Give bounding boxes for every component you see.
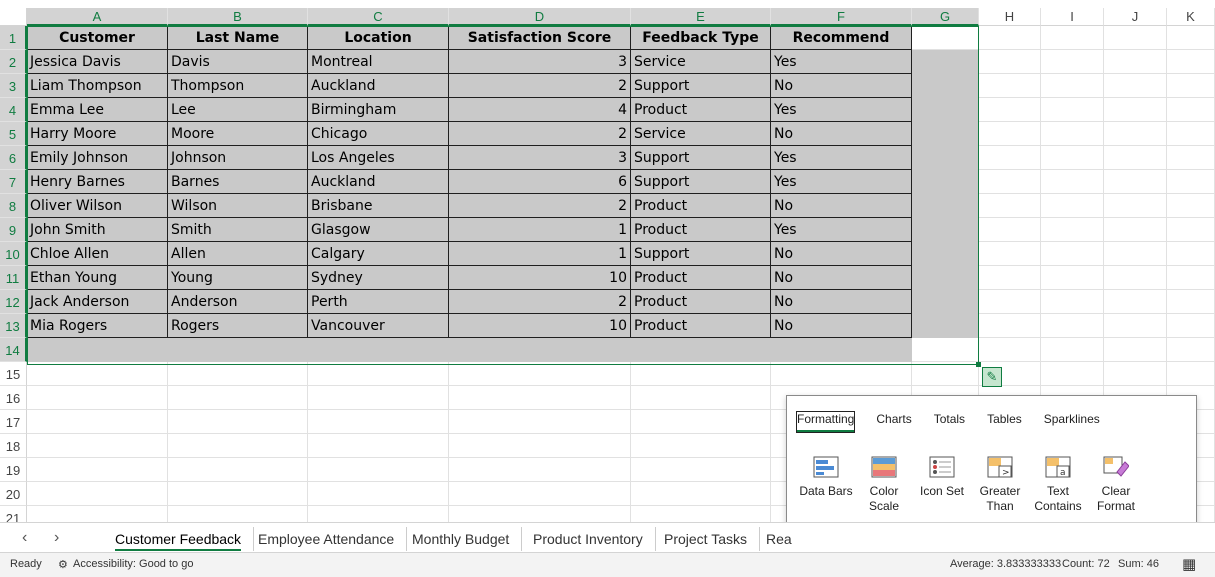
- table-cell[interactable]: Birmingham: [308, 98, 449, 122]
- normal-view-icon[interactable]: ▦: [1182, 556, 1197, 573]
- empty-cell[interactable]: [979, 170, 1041, 194]
- sheet-tab-project-tasks[interactable]: Project Tasks: [652, 527, 760, 551]
- table-cell[interactable]: No: [771, 74, 912, 98]
- empty-cell[interactable]: [27, 362, 168, 386]
- table-cell[interactable]: Product: [631, 98, 771, 122]
- table-cell[interactable]: 6: [449, 170, 631, 194]
- table-cell[interactable]: 2: [449, 290, 631, 314]
- empty-cell[interactable]: [1041, 26, 1104, 50]
- table-cell[interactable]: 2: [449, 122, 631, 146]
- quick-analysis-tabs: [797, 412, 1100, 432]
- table-cell[interactable]: Mia Rogers: [27, 314, 168, 338]
- quick-analysis-button[interactable]: ✎: [982, 367, 1002, 387]
- table-cell[interactable]: Moore: [168, 122, 308, 146]
- empty-cell[interactable]: [1104, 362, 1167, 386]
- table-cell[interactable]: Anderson: [168, 290, 308, 314]
- empty-cell[interactable]: [979, 26, 1041, 50]
- empty-cell[interactable]: [1167, 194, 1215, 218]
- chevron-right-icon[interactable]: ›: [54, 529, 60, 546]
- empty-cell[interactable]: [1104, 290, 1167, 314]
- clear-format-button[interactable]: [1087, 456, 1145, 514]
- empty-cell[interactable]: [979, 74, 1041, 98]
- empty-cell[interactable]: [912, 146, 979, 170]
- table-cell[interactable]: Emma Lee: [27, 98, 168, 122]
- empty-cell[interactable]: [1104, 122, 1167, 146]
- table-cell[interactable]: Support: [631, 170, 771, 194]
- empty-cell[interactable]: [449, 434, 631, 458]
- row-header-10[interactable]: 10: [0, 242, 27, 266]
- table-cell[interactable]: Chicago: [308, 122, 449, 146]
- clear-format-icon: [1103, 456, 1129, 478]
- empty-cell[interactable]: [168, 386, 308, 410]
- empty-cell[interactable]: [1167, 314, 1215, 338]
- color-scale-icon: [871, 456, 897, 478]
- color-scale-button[interactable]: [855, 456, 913, 514]
- tab-totals[interactable]: Totals: [933, 412, 966, 426]
- empty-cell[interactable]: [1167, 146, 1215, 170]
- select-all-corner[interactable]: [0, 8, 27, 26]
- column-header-b[interactable]: B: [168, 8, 308, 26]
- empty-cell[interactable]: [27, 386, 168, 410]
- tool-label-2: Scale: [868, 499, 900, 513]
- empty-cell[interactable]: [1104, 74, 1167, 98]
- empty-cell[interactable]: [1041, 98, 1104, 122]
- empty-cell[interactable]: [1104, 314, 1167, 338]
- empty-cell[interactable]: [1167, 242, 1215, 266]
- header-cell[interactable]: Last Name: [168, 26, 308, 50]
- empty-cell[interactable]: [1041, 170, 1104, 194]
- empty-cell[interactable]: [168, 362, 308, 386]
- empty-cell[interactable]: [1041, 314, 1104, 338]
- table-cell[interactable]: Support: [631, 74, 771, 98]
- svg-text:a: a: [1060, 468, 1066, 478]
- accessibility-status[interactable]: Accessibility: Good to go: [73, 558, 194, 570]
- sheet-tab-employee-attendance[interactable]: Employee Attendance: [246, 527, 407, 551]
- table-cell[interactable]: Rogers: [168, 314, 308, 338]
- table-cell[interactable]: Montreal: [308, 50, 449, 74]
- table-cell[interactable]: Oliver Wilson: [27, 194, 168, 218]
- table-cell[interactable]: Product: [631, 194, 771, 218]
- table-cell[interactable]: Henry Barnes: [27, 170, 168, 194]
- svg-text:>: >: [1002, 468, 1010, 478]
- empty-cell[interactable]: [912, 50, 979, 74]
- empty-cell[interactable]: [912, 338, 979, 362]
- table-cell[interactable]: Yes: [771, 98, 912, 122]
- column-header-i[interactable]: I: [1041, 8, 1104, 26]
- tab-formatting[interactable]: Formatting: [797, 412, 854, 432]
- empty-cell[interactable]: [449, 458, 631, 482]
- table-cell[interactable]: Support: [631, 146, 771, 170]
- sheet-tab-bar: [0, 522, 1215, 553]
- empty-cell[interactable]: [449, 338, 631, 362]
- table-cell[interactable]: Product: [631, 290, 771, 314]
- tool-label: Data Bars: [799, 484, 853, 498]
- table-cell[interactable]: 2: [449, 74, 631, 98]
- tool-label-2: Than: [986, 499, 1014, 513]
- empty-cell[interactable]: [1167, 74, 1215, 98]
- empty-cell[interactable]: [449, 362, 631, 386]
- empty-cell[interactable]: [308, 338, 449, 362]
- row-header-13[interactable]: 13: [0, 314, 27, 338]
- column-header-g[interactable]: G: [912, 8, 979, 26]
- empty-cell[interactable]: [1167, 50, 1215, 74]
- empty-cell[interactable]: [631, 482, 771, 506]
- tool-label-2: Contains: [1034, 499, 1082, 513]
- empty-cell[interactable]: [1041, 122, 1104, 146]
- empty-cell[interactable]: [912, 26, 979, 50]
- greater-than-button[interactable]: [971, 456, 1029, 514]
- table-cell[interactable]: Smith: [168, 218, 308, 242]
- empty-cell[interactable]: [1041, 146, 1104, 170]
- table-cell[interactable]: No: [771, 122, 912, 146]
- table-cell[interactable]: Yes: [771, 146, 912, 170]
- empty-cell[interactable]: [1104, 170, 1167, 194]
- empty-cell[interactable]: [979, 218, 1041, 242]
- empty-cell[interactable]: [168, 434, 308, 458]
- empty-cell[interactable]: [979, 242, 1041, 266]
- row-header-2[interactable]: 2: [0, 50, 27, 74]
- table-cell[interactable]: Liam Thompson: [27, 74, 168, 98]
- tool-label-2: Format: [1096, 499, 1135, 513]
- header-cell[interactable]: Location: [308, 26, 449, 50]
- row-header-15[interactable]: 15: [0, 362, 27, 386]
- fill-handle[interactable]: [976, 362, 981, 367]
- empty-cell[interactable]: [771, 362, 912, 386]
- table-cell[interactable]: Service: [631, 122, 771, 146]
- table-cell[interactable]: Los Angeles: [308, 146, 449, 170]
- sheet-tab-product-inventory[interactable]: Product Inventory: [521, 527, 656, 551]
- table-cell[interactable]: Wilson: [168, 194, 308, 218]
- empty-cell[interactable]: [1041, 218, 1104, 242]
- column-header-j[interactable]: J: [1104, 8, 1167, 26]
- table-cell[interactable]: 10: [449, 314, 631, 338]
- data-bars-button[interactable]: [797, 456, 855, 514]
- column-header-a[interactable]: A: [27, 8, 168, 26]
- empty-cell[interactable]: [979, 314, 1041, 338]
- empty-cell[interactable]: [979, 98, 1041, 122]
- table-cell[interactable]: 3: [449, 146, 631, 170]
- table-cell[interactable]: 3: [449, 50, 631, 74]
- empty-cell[interactable]: [308, 386, 449, 410]
- table-cell[interactable]: Service: [631, 50, 771, 74]
- tool-label: Color: [869, 484, 899, 498]
- table-cell[interactable]: 1: [449, 242, 631, 266]
- sheet-tab-customer-feedback[interactable]: Customer Feedback: [103, 527, 254, 551]
- row-header-14[interactable]: 14: [0, 338, 27, 362]
- table-cell[interactable]: No: [771, 314, 912, 338]
- table-cell[interactable]: Yes: [771, 50, 912, 74]
- tool-label: Icon Set: [919, 484, 965, 498]
- empty-cell[interactable]: [912, 122, 979, 146]
- tool-label: Clear: [1101, 484, 1131, 498]
- table-cell[interactable]: Chloe Allen: [27, 242, 168, 266]
- table-cell[interactable]: No: [771, 194, 912, 218]
- empty-cell[interactable]: [1104, 266, 1167, 290]
- status-count[interactable]: Count: 72: [1062, 558, 1110, 570]
- tool-label: Greater: [979, 484, 1021, 498]
- empty-cell[interactable]: [912, 170, 979, 194]
- empty-cell[interactable]: [979, 194, 1041, 218]
- row-header-16[interactable]: 16: [0, 386, 27, 410]
- table-cell[interactable]: Perth: [308, 290, 449, 314]
- table-cell[interactable]: No: [771, 290, 912, 314]
- empty-cell[interactable]: [1167, 170, 1215, 194]
- empty-cell[interactable]: [1104, 242, 1167, 266]
- empty-cell[interactable]: [912, 266, 979, 290]
- empty-cell[interactable]: [308, 434, 449, 458]
- empty-cell[interactable]: [1167, 122, 1215, 146]
- empty-cell[interactable]: [1041, 338, 1104, 362]
- table-cell[interactable]: Young: [168, 266, 308, 290]
- table-cell[interactable]: Vancouver: [308, 314, 449, 338]
- header-cell[interactable]: Recommend: [771, 26, 912, 50]
- empty-cell[interactable]: [912, 362, 979, 386]
- empty-cell[interactable]: [449, 410, 631, 434]
- empty-cell[interactable]: [1104, 98, 1167, 122]
- empty-cell[interactable]: [168, 410, 308, 434]
- empty-cell[interactable]: [1041, 50, 1104, 74]
- empty-cell[interactable]: [27, 506, 168, 522]
- table-cell[interactable]: John Smith: [27, 218, 168, 242]
- table-cell[interactable]: 10: [449, 266, 631, 290]
- table-cell[interactable]: Calgary: [308, 242, 449, 266]
- row-header-8[interactable]: 8: [0, 194, 27, 218]
- empty-cell[interactable]: [27, 338, 168, 362]
- row-header-7[interactable]: 7: [0, 170, 27, 194]
- quick-analysis-tools: [797, 456, 1145, 514]
- table-cell[interactable]: Jessica Davis: [27, 50, 168, 74]
- empty-cell[interactable]: [631, 362, 771, 386]
- empty-cell[interactable]: [979, 290, 1041, 314]
- empty-cell[interactable]: [1041, 266, 1104, 290]
- accessibility-icon[interactable]: ⚙: [58, 559, 68, 571]
- empty-cell[interactable]: [1041, 74, 1104, 98]
- data-bars-icon: [813, 456, 839, 478]
- empty-cell[interactable]: [1167, 338, 1215, 362]
- row-header-3[interactable]: 3: [0, 74, 27, 98]
- empty-cell[interactable]: [27, 434, 168, 458]
- text-contains-button[interactable]: [1029, 456, 1087, 514]
- header-cell[interactable]: Satisfaction Score: [449, 26, 631, 50]
- table-cell[interactable]: Ethan Young: [27, 266, 168, 290]
- row-header-20[interactable]: 20: [0, 482, 27, 506]
- chevron-left-icon[interactable]: ‹: [22, 529, 28, 546]
- empty-cell[interactable]: [1104, 218, 1167, 242]
- text-contains-icon: [1045, 456, 1071, 478]
- empty-cell[interactable]: [912, 290, 979, 314]
- empty-cell[interactable]: [1167, 98, 1215, 122]
- empty-cell[interactable]: [1104, 338, 1167, 362]
- empty-cell[interactable]: [449, 506, 631, 522]
- table-cell[interactable]: Davis: [168, 50, 308, 74]
- table-cell[interactable]: Auckland: [308, 170, 449, 194]
- empty-cell[interactable]: [1104, 26, 1167, 50]
- empty-cell[interactable]: [912, 314, 979, 338]
- empty-cell[interactable]: [979, 50, 1041, 74]
- empty-cell[interactable]: [1041, 242, 1104, 266]
- table-cell[interactable]: Emily Johnson: [27, 146, 168, 170]
- empty-cell[interactable]: [1104, 50, 1167, 74]
- row-header-5[interactable]: 5: [0, 122, 27, 146]
- table-cell[interactable]: No: [771, 266, 912, 290]
- empty-cell[interactable]: [1041, 194, 1104, 218]
- tool-label: Text: [1046, 484, 1069, 498]
- header-cell[interactable]: Customer: [27, 26, 168, 50]
- empty-cell[interactable]: [631, 386, 771, 410]
- empty-cell[interactable]: [979, 266, 1041, 290]
- empty-cell[interactable]: [27, 410, 168, 434]
- empty-cell[interactable]: [1041, 362, 1104, 386]
- table-cell[interactable]: Lee: [168, 98, 308, 122]
- row-header-9[interactable]: 9: [0, 218, 27, 242]
- status-sum[interactable]: Sum: 46: [1118, 558, 1159, 570]
- empty-cell[interactable]: [979, 122, 1041, 146]
- greater-than-icon: [987, 456, 1013, 478]
- empty-cell[interactable]: [979, 146, 1041, 170]
- empty-cell[interactable]: [912, 218, 979, 242]
- table-cell[interactable]: Sydney: [308, 266, 449, 290]
- empty-cell[interactable]: [771, 338, 912, 362]
- empty-cell[interactable]: [308, 458, 449, 482]
- table-cell[interactable]: 1: [449, 218, 631, 242]
- tab-sparklines[interactable]: Sparklines: [1043, 412, 1100, 426]
- empty-cell[interactable]: [631, 434, 771, 458]
- table-cell[interactable]: 2: [449, 194, 631, 218]
- empty-cell[interactable]: [1167, 290, 1215, 314]
- header-cell[interactable]: Feedback Type: [631, 26, 771, 50]
- column-header-c[interactable]: C: [308, 8, 449, 26]
- row-header-11[interactable]: 11: [0, 266, 27, 290]
- column-header-k[interactable]: K: [1167, 8, 1215, 26]
- empty-cell[interactable]: [631, 458, 771, 482]
- row-header-21[interactable]: 21: [0, 506, 27, 522]
- empty-cell[interactable]: [1041, 290, 1104, 314]
- empty-cell[interactable]: [912, 242, 979, 266]
- row-header-4[interactable]: 4: [0, 98, 27, 122]
- row-header-18[interactable]: 18: [0, 434, 27, 458]
- empty-cell[interactable]: [449, 386, 631, 410]
- table-cell[interactable]: Product: [631, 218, 771, 242]
- empty-cell[interactable]: [308, 482, 449, 506]
- empty-cell[interactable]: [1167, 26, 1215, 50]
- table-cell[interactable]: Johnson: [168, 146, 308, 170]
- empty-cell[interactable]: [1167, 362, 1215, 386]
- empty-cell[interactable]: [912, 194, 979, 218]
- table-cell[interactable]: Barnes: [168, 170, 308, 194]
- row-header-17[interactable]: 17: [0, 410, 27, 434]
- status-average[interactable]: Average: 3.833333333: [950, 558, 1062, 570]
- empty-cell[interactable]: [27, 482, 168, 506]
- table-cell[interactable]: Yes: [771, 218, 912, 242]
- row-header-6[interactable]: 6: [0, 146, 27, 170]
- empty-cell[interactable]: [449, 482, 631, 506]
- empty-cell[interactable]: [168, 458, 308, 482]
- empty-cell[interactable]: [168, 506, 308, 522]
- table-cell[interactable]: Harry Moore: [27, 122, 168, 146]
- empty-cell[interactable]: [1167, 266, 1215, 290]
- empty-cell[interactable]: [912, 98, 979, 122]
- sheet-tab-monthly-budget[interactable]: Monthly Budget: [400, 527, 522, 551]
- table-cell[interactable]: Glasgow: [308, 218, 449, 242]
- table-cell[interactable]: No: [771, 242, 912, 266]
- table-cell[interactable]: Support: [631, 242, 771, 266]
- column-header-d[interactable]: D: [449, 8, 631, 26]
- empty-cell[interactable]: [168, 338, 308, 362]
- empty-cell[interactable]: [168, 482, 308, 506]
- column-header-e[interactable]: E: [631, 8, 771, 26]
- table-cell[interactable]: Thompson: [168, 74, 308, 98]
- tab-charts[interactable]: Charts: [876, 412, 912, 426]
- empty-cell[interactable]: [631, 338, 771, 362]
- empty-cell[interactable]: [308, 410, 449, 434]
- column-header-f[interactable]: F: [771, 8, 912, 26]
- table-cell[interactable]: Brisbane: [308, 194, 449, 218]
- table-cell[interactable]: Jack Anderson: [27, 290, 168, 314]
- table-cell[interactable]: Allen: [168, 242, 308, 266]
- sheet-tab-rea[interactable]: Rea: [766, 531, 792, 547]
- table-cell[interactable]: Product: [631, 314, 771, 338]
- tab-tables[interactable]: Tables: [987, 412, 1022, 426]
- column-header-h[interactable]: H: [979, 8, 1041, 26]
- empty-cell[interactable]: [1167, 218, 1215, 242]
- status-ready: Ready: [10, 558, 42, 570]
- empty-cell[interactable]: [1104, 194, 1167, 218]
- empty-cell[interactable]: [308, 506, 449, 522]
- table-cell[interactable]: 4: [449, 98, 631, 122]
- table-cell[interactable]: Product: [631, 266, 771, 290]
- empty-cell[interactable]: [631, 506, 771, 522]
- empty-cell[interactable]: [308, 362, 449, 386]
- empty-cell[interactable]: [27, 458, 168, 482]
- row-header-19[interactable]: 19: [0, 458, 27, 482]
- status-bar: [0, 552, 1215, 577]
- table-cell[interactable]: Yes: [771, 170, 912, 194]
- icon-set-button[interactable]: [913, 456, 971, 514]
- empty-cell[interactable]: [1104, 146, 1167, 170]
- table-cell[interactable]: Auckland: [308, 74, 449, 98]
- empty-cell[interactable]: [912, 74, 979, 98]
- row-header-1[interactable]: 1: [0, 26, 27, 50]
- icon-set-icon: [929, 456, 955, 478]
- row-header-12[interactable]: 12: [0, 290, 27, 314]
- empty-cell[interactable]: [979, 338, 1041, 362]
- empty-cell[interactable]: [631, 410, 771, 434]
